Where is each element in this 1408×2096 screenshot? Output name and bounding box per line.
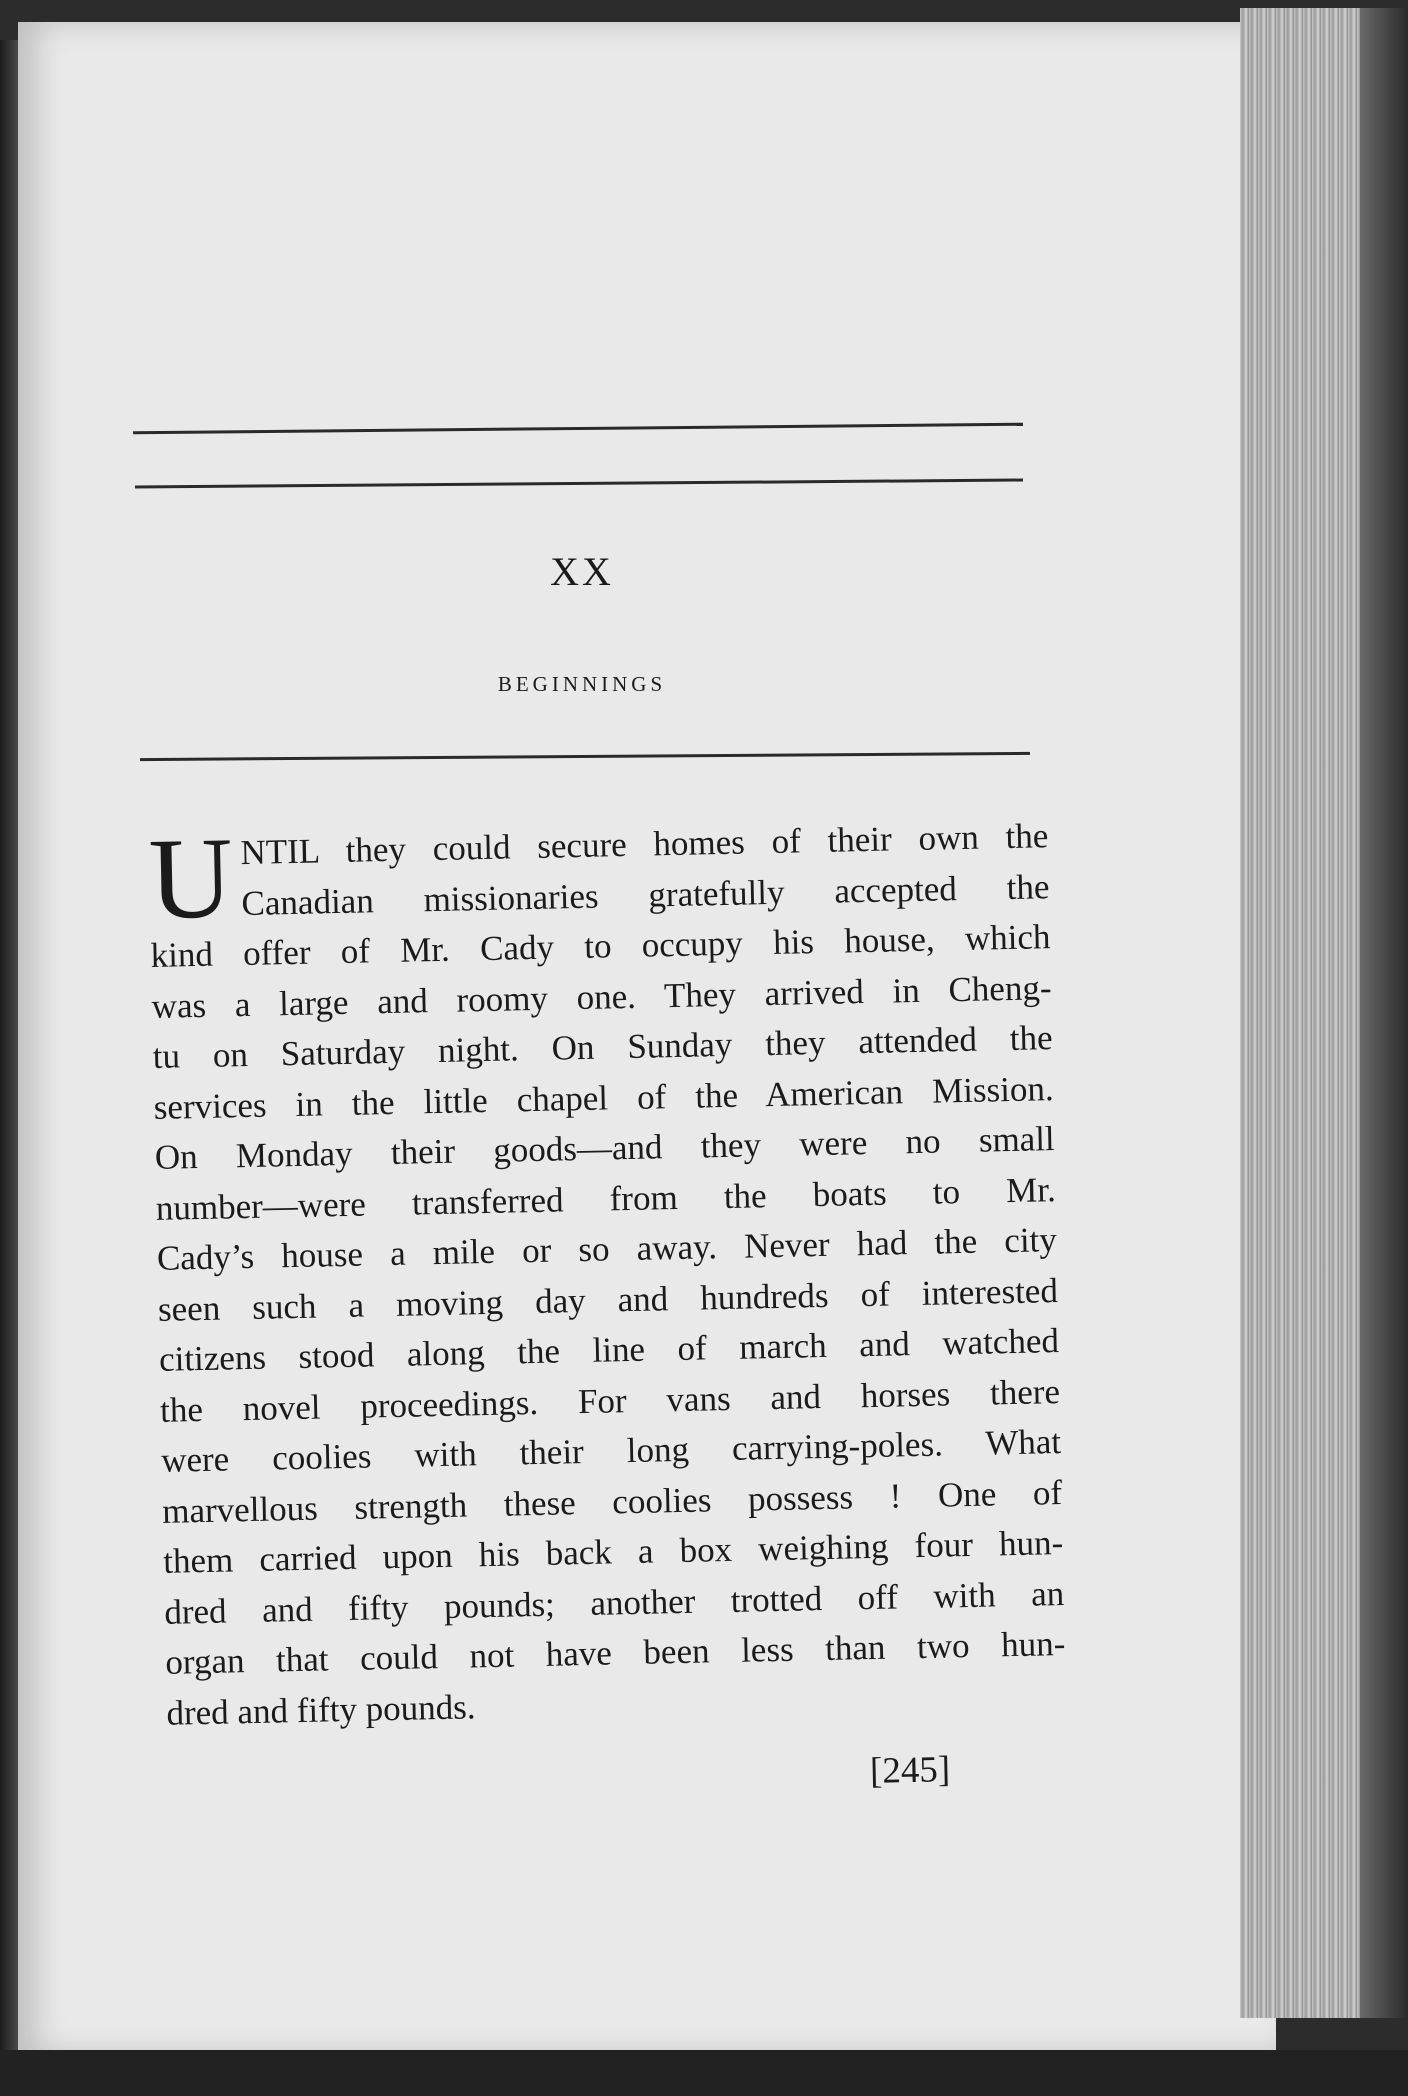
- text-line: marvellous strength these coolies possess ! One of: [161, 1472, 1063, 1531]
- body-paragraph: [148, 811, 1067, 1739]
- chapter-number: XX: [550, 549, 614, 594]
- text-line: dred and fifty pounds.: [166, 1686, 476, 1733]
- text-line: seen such a moving day and hundreds of interested: [157, 1270, 1059, 1329]
- text-line: dred and fifty pounds; another trotted off with an: [163, 1573, 1065, 1632]
- text-line: were coolies with their long carrying-poles. What: [160, 1422, 1062, 1480]
- top-rule-lower: [135, 479, 1023, 489]
- top-rule-upper: [133, 423, 1023, 435]
- text-line: Canadian missionaries gratefully accepted the: [241, 866, 1050, 923]
- text-line: the novel proceedings. For vans and horses there: [159, 1371, 1061, 1430]
- background-band: [0, 2050, 1408, 2096]
- text-line: On Monday their goods—and they were no small: [154, 1119, 1056, 1177]
- text-line: was a large and roomy one. They arrived in Cheng-: [151, 967, 1052, 1026]
- book-page: [18, 22, 1276, 2054]
- text-line: them carried upon his back a box weighing four hun-: [162, 1522, 1064, 1581]
- text-line: number—were transferred from the boats to Mr.: [155, 1169, 1057, 1228]
- chapter-title: BEGINNINGS: [497, 672, 667, 696]
- title-underline-rule: [140, 752, 1030, 761]
- text-line: Cady’s house a mile or so away. Never had the city: [156, 1220, 1058, 1278]
- text-line: tu on Saturday night. On Sunday they attended the: [152, 1018, 1053, 1076]
- text-line: NTIL they could secure homes of their own the: [240, 816, 1049, 873]
- book-edge-shadow: [1360, 8, 1408, 2018]
- text-line: organ that could not have been less than two hun-: [165, 1623, 1066, 1682]
- page-number: [245]: [869, 1749, 951, 1792]
- text-line: citizens stood along the line of march and watched: [158, 1321, 1060, 1379]
- text-line: services in the little chapel of the American Mission.: [153, 1068, 1055, 1127]
- text-line: kind offer of Mr. Cady to occupy his house, which: [150, 917, 1051, 975]
- drop-cap: U: [147, 814, 235, 944]
